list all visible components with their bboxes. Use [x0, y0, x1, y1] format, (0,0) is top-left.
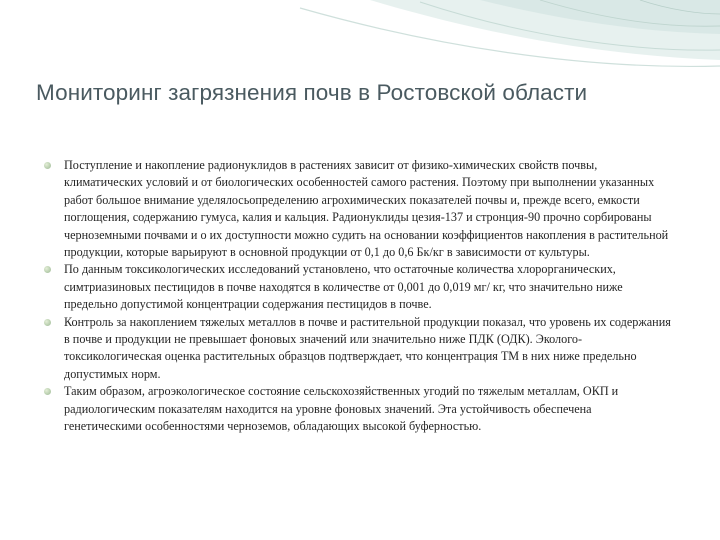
slide-title: Мониторинг загрязнения почв в Ростовской области	[36, 80, 588, 105]
bullet-dot-icon	[44, 388, 51, 395]
bullet-item	[36, 157, 672, 261]
bullet-text: Таким образом, агроэкологическое состояние сельскохозяйственных угодий по тяжелым металлам, ОКП и радиологическим показателям находится на уровне фоновых значений. Эта устойчивость обеспечена генетическими особенностями черноземов, обладающих высокой буферностью.	[64, 384, 619, 434]
bullet-item	[36, 383, 672, 435]
bullet-dot-icon	[44, 162, 51, 169]
bullet-item	[36, 261, 672, 313]
bullet-text: По данным токсикологических исследований установлено, что остаточные количества хлорорганических, симтриазиновых пестицидов в почве находятся в количестве от 0,001 до 0,019 мг/ кг, что значительно ниже предельно допустимой концентрации содержания пестицидов в почве.	[64, 262, 623, 312]
bullet-dot-icon	[44, 319, 51, 326]
bullet-text: Поступление и накопление радионуклидов в растениях зависит от физико-химических свойств почвы, климатических условий и от биологических особенностей самого растения. Поэтому при выполнении указанных работ большое внимание уделялосьопределению агрохимических показателей почвы и, прежде всего, емкости поглощения, содержанию гумуса, калия и кальция. Радионуклиды цезия-137 и стронция-90 прочно сорбированы черноземными почвами и о их доступности можно судить на основании коэффициентов накопления в растительной продукции, которые варьируют в основной продукции от 0,1 до 0,6 Бк/кг в зависимости от культуры.	[64, 158, 669, 260]
bullet-item	[36, 314, 672, 384]
bullet-text: Контроль за накоплением тяжелых металлов в почве и растительной продукции показал, что уровень их содержания в почве и продукции не превышает фоновых значений или значительно ниже ПДК (ОДК). Эколого-токсикологическая оценка растительных образцов подтверждает, что концентрация ТМ в них ниже предельно допустимых норм.	[64, 314, 671, 381]
bullet-dot-icon	[44, 266, 51, 273]
bullet-list	[36, 157, 672, 436]
